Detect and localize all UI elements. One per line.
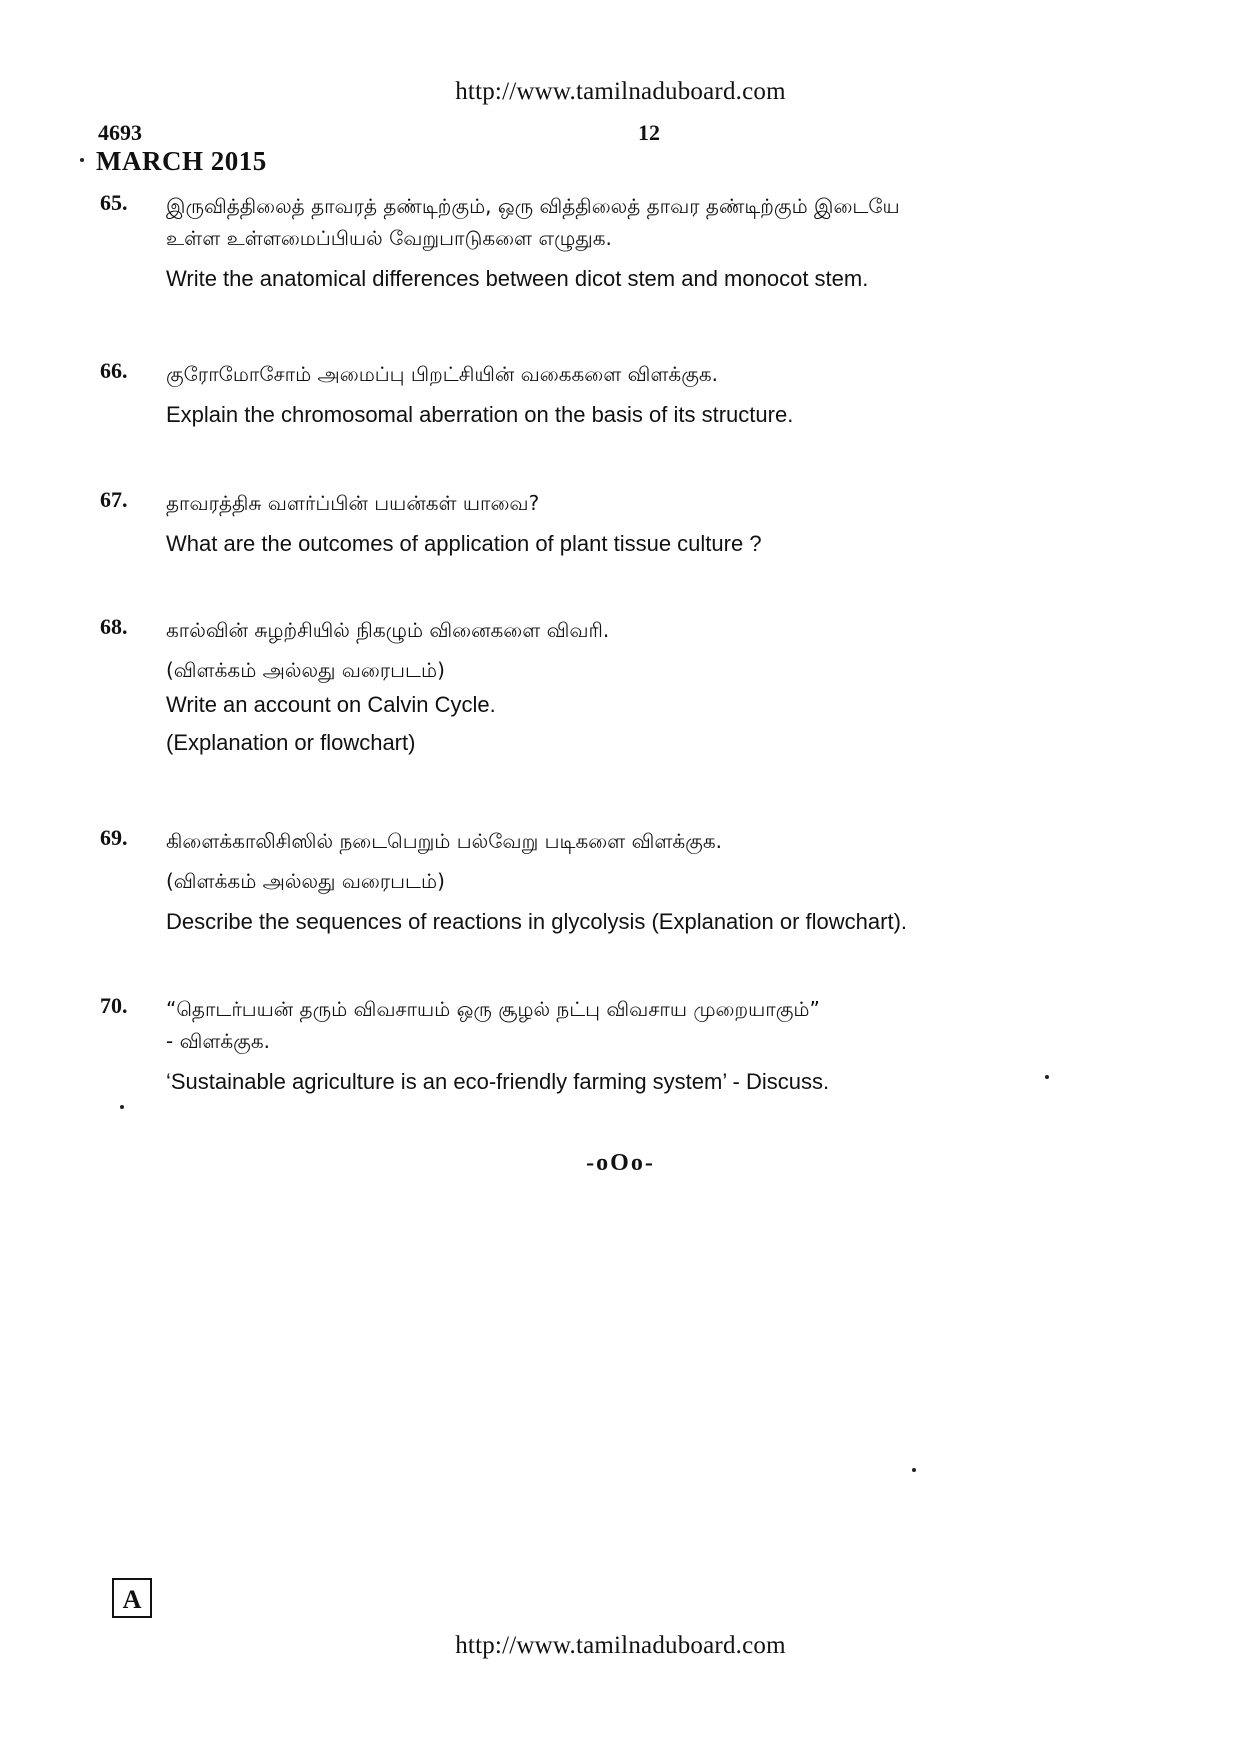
question-body <box>166 993 1156 1101</box>
question-number: 69. <box>100 825 128 850</box>
question-english-line: What are the outcomes of application of plant tissue culture ? <box>166 531 762 556</box>
scan-speck <box>120 1105 124 1109</box>
paper-code: 4693 <box>98 120 142 145</box>
question-tamil-line: இருவித்திலைத் தாவரத் தண்டிற்கும், ஒரு வித்திலைத் தாவர தண்டிற்கும் இடையே <box>166 194 900 218</box>
question-number: 67. <box>100 487 128 512</box>
question-english-line: Write the anatomical differences between dicot stem and monocot stem. <box>166 266 869 291</box>
question-tamil-line: கால்வின் சுழற்சியில் நிகழும் வினைகளை விவரி. <box>166 618 610 642</box>
page-number: 12 <box>638 120 660 145</box>
question-body <box>166 614 1156 762</box>
question-english-line: ‘Sustainable agriculture is an eco-friendly farming system’ - Discuss. <box>166 1069 830 1094</box>
header-url: http://www.tamilnaduboard.com <box>455 78 786 105</box>
question-number: 68. <box>100 614 128 639</box>
question-tamil-line: - விளக்குக. <box>166 1029 270 1053</box>
scan-speck <box>1045 1075 1049 1079</box>
question-number: 65. <box>100 190 128 215</box>
question-english-line: Describe the sequences of reactions in glycolysis (Explanation or flowchart). <box>166 909 908 934</box>
question-body <box>166 825 1156 941</box>
scan-speck <box>912 1468 916 1472</box>
question-tamil-line: உள்ள உள்ளமைப்பியல் வேறுபாடுகளை எழுதுக. <box>166 226 612 250</box>
question-tamil-line: “தொடர்பயன் தரும் விவசாயம் ஒரு சூழல் நட்பு விவசாய முறையாகும்” <box>166 997 820 1021</box>
question-tamil-line: தாவரத்திசு வளர்ப்பின் பயன்கள் யாவை? <box>166 491 540 515</box>
question-number: 66. <box>100 358 128 383</box>
question-tamil-line: (விளக்கம் அல்லது வரைபடம்) <box>166 869 445 893</box>
footer-url: http://www.tamilnaduboard.com <box>455 1632 786 1659</box>
question-english-line: Write an account on Calvin Cycle. <box>166 692 496 717</box>
question-body <box>166 358 1156 434</box>
question-tamil-line: கிளைக்காலிசிஸில் நடைபெறும் பல்வேறு படிகளை விளக்குக. <box>166 829 722 853</box>
question-body <box>166 190 1156 298</box>
question-english-line: (Explanation or flowchart) <box>166 730 416 755</box>
question-english-line: Explain the chromosomal aberration on the basis of its structure. <box>166 402 794 427</box>
scan-speck <box>80 158 84 162</box>
question-number: 70. <box>100 993 128 1018</box>
question-tamil-line: குரோமோசோம் அமைப்பு பிறட்சியின் வகைகளை விளக்குக. <box>166 362 719 386</box>
question-tamil-line: (விளக்கம் அல்லது வரைபடம்) <box>166 658 445 682</box>
end-of-paper-mark: -oOo- <box>586 1150 655 1176</box>
exam-title: MARCH 2015 <box>96 146 267 176</box>
question-body <box>166 487 1156 563</box>
version-box: A <box>112 1578 152 1618</box>
